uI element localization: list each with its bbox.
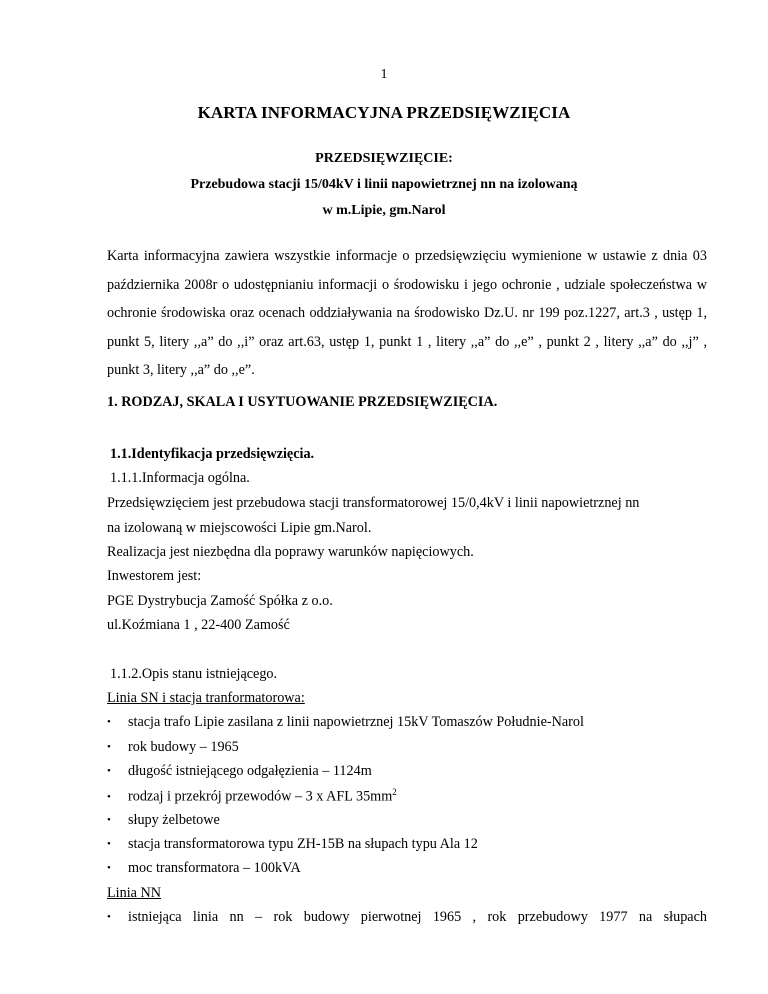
document-title: KARTA INFORMACYJNA PRZEDSIĘWZIĘCIA [197,103,571,122]
body-line: Przedsięwzięciem jest przebudowa stacji transformatorowej 15/0,4kV i linii napowietrznej nn [107,495,640,511]
list-item: • długość istniejącego odgałęzienia – 1124m [107,763,372,779]
intro-text: Karta informacyjna zawiera wszystkie informacje o przedsięwzięciu wymienione w ustawie z dnia 03 października 2008r o udostępnianiu informacji o środowisku i jego ochronie , udziale społeczeństwa w ochronie środowiska oraz ocenach oddziaływania na środowisko Dz.U. nr 199 poz.1227, art.3 , ustęp 1, punkt 5, litery ,,a” do ,,i” oraz art.63, ustęp 1, punkt 1 , litery ,,a” do ,,e” , punkt 2 , litery ,,a” do ,,j” , punkt 3, litery ,,a” do ,,e”. [107,248,707,378]
investor-name: PGE Dystrybucja Zamość Spółka z o.o. [107,593,333,609]
body-line: Inwestorem jest: [107,568,202,584]
list-item: • stacja trafo Lipie zasilana z linii napowietrznej 15kV Tomaszów Południe-Narol [107,714,584,730]
body-line: Realizacja jest niezbędna dla poprawy warunków napięciowych. [107,544,474,560]
bullet: • [107,911,111,923]
bullet: • [107,716,111,728]
section-1-1-1-heading: 1.1.1.Informacja ogólna. [110,470,250,486]
list-item: • słupy żelbetowe [107,812,220,828]
bullet: • [107,838,111,850]
investor-address: ul.Koźmiana 1 , 22-400 Zamość [107,617,290,633]
bullet: • [107,862,111,874]
bullet: • [107,790,111,803]
list-item: • moc transformatora – 100kVA [107,860,301,876]
list-item: • stacja transformatorowa typu ZH-15B na słupach typu Ala 12 [107,836,478,852]
page-number: 1 [380,67,388,82]
sn-heading: Linia SN i stacja tranformatorowa: [107,690,305,706]
subject-line-1: Przebudowa stacji 15/04kV i linii napowietrznej nn na izolowaną [190,177,578,192]
nn-heading: Linia NN [107,885,161,901]
bullet: • [107,741,111,753]
section-1-1-2-heading: 1.1.2.Opis stanu istniejącego. [110,666,278,682]
subject-line-2: w m.Lipie, gm.Narol [322,203,446,218]
list-item: • rodzaj i przekrój przewodów – 3 x AFL $35mm^2$ [107,787,397,805]
intro-paragraph [107,242,707,385]
body-line: na izolowaną w miejscowości Lipie gm.Narol. [107,520,372,536]
list-item: • rok budowy – 1965 [107,739,239,755]
bullet: • [107,814,111,826]
bullet: • [107,765,111,777]
subject-heading: PRZEDSIĘWZIĘCIE: [315,151,453,166]
section-1-heading: 1. RODZAJ, SKALA I USYTUOWANIE PRZEDSIĘWZIĘCIA. [107,394,498,410]
superscript: 2 [392,787,397,797]
list-item: • istniejąca linia nn – rok budowy pierwotnej 1965 , rok przebudowy 1977 na słupach [107,909,707,925]
section-1-1-heading: 1.1.Identyfikacja przedsięwzięcia. [110,446,315,462]
